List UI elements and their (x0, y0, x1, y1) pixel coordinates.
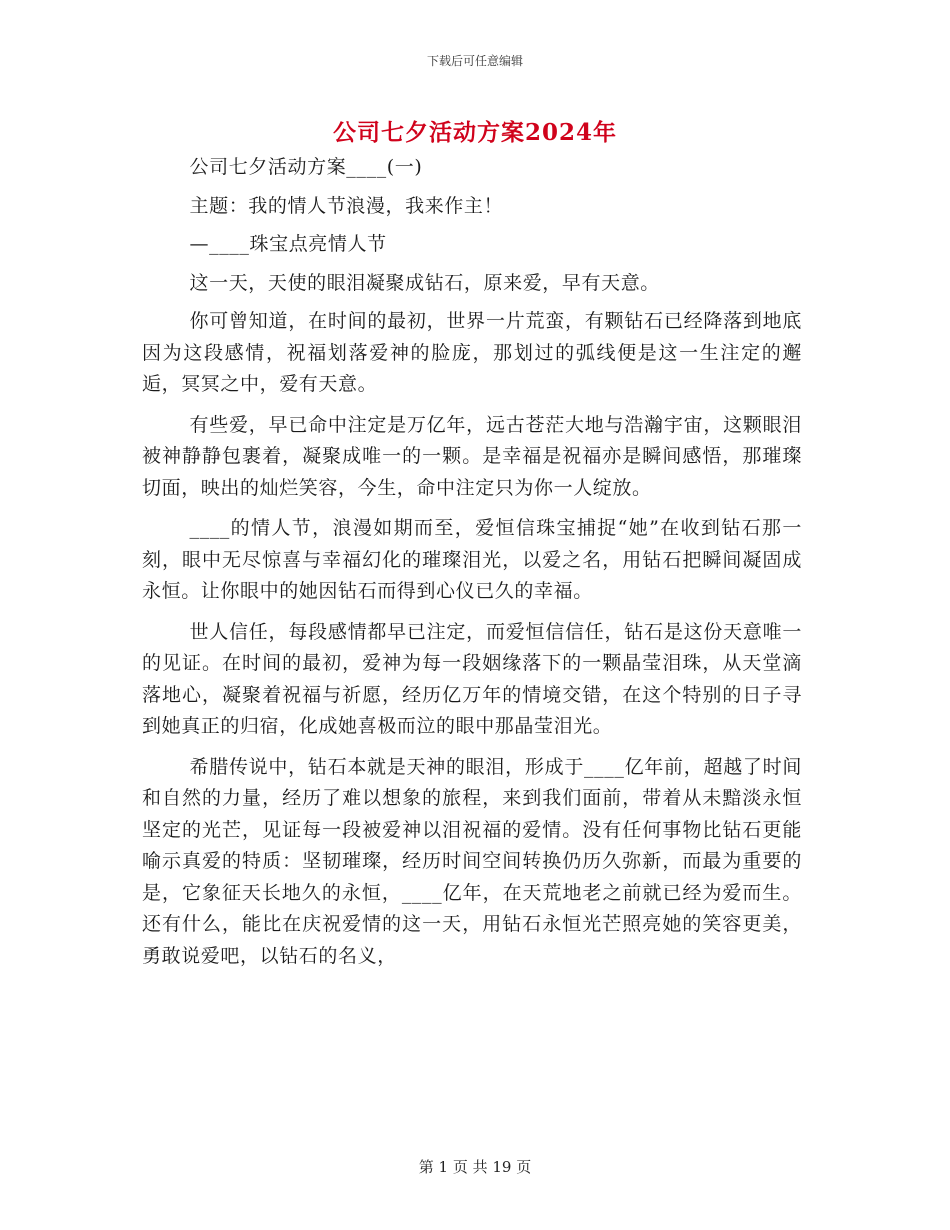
document-title: 公司七夕活动方案2024年 (332, 119, 617, 146)
paragraph-subtitle: 公司七夕活动方案____(一) (189, 156, 423, 178)
paragraph-5: 世人信任，每段感情都早已注定，而爱恒信信任，钻石是这份天意唯一的见证。在时间的最初，爱神为每一段姻缘落下的一颗晶莹泪珠，从天堂滴落地心，凝聚着祝福与祈愿，经历亿万年的情境交错，在这个特别的日子寻到她真正的归宿，化成她喜极而泣的眼中那晶莹泪光。 (142, 620, 802, 737)
paragraph-1: 这一天，天使的眼泪凝聚成钻石，原来爱，早有天意。 (189, 271, 660, 294)
paragraph-4: ____的情人节，浪漫如期而至，爱恒信珠宝捕捉“她”在收到钻石那一刻，眼中无尽惊喜与幸福幻化的璀璨泪光，以爱之名，用钻石把瞬间凝固成永恒。让你眼中的她因钻石而得到心仪已久的幸福。 (142, 517, 802, 602)
paragraph-3: 有些爱，早已命中注定是万亿年，远古苍茫大地与浩瀚宇宙，这颗眼泪被神静静包裹着，凝聚成唯一的一颗。是幸福是祝福亦是瞬间感悟，那璀璨切面，映出的灿烂笑容，今生，命中注定只为你一人绽放。 (142, 413, 802, 499)
header-note: 下载后可任意编辑 (426, 54, 523, 68)
paragraph-6: 希腊传说中，钻石本就是天神的眼泪，形成于____亿年前，超越了时间和自然的力量，经历了难以想象的旅程，来到我们面前，带着从未黯淡永恒坚定的光芒，见证每一段被爱神以泪祝福的爱情。没有任何事物比钻石更能喻示真爱的特质：坚韧璀璨，经历时间空间转换仍历久弥新，而最为重要的是，它象征天长地久的永恒，____亿年，在天荒地老之前就已经为爱而生。还有什么，能比在庆祝爱情的这一天，用钻石永恒光芒照亮她的笑容更美，勇敢说爱吧，以钻石的名义， (142, 755, 802, 967)
paragraph-slogan: —____珠宝点亮情人节 (189, 233, 387, 255)
paragraph-theme: 主题：我的情人节浪漫，我来作主！ (189, 194, 504, 217)
page-number-footer: 第 1 页 共 19 页 (418, 1158, 532, 1176)
document-body (142, 152, 802, 981)
paragraph-2: 你可曾知道，在时间的最初，世界一片荒蛮，有颗钻石已经降落到地底因为这段感情，祝福划落爱神的脸庞，那划过的弧线便是这一生注定的邂逅，冥冥之中，爱有天意。 (142, 310, 802, 395)
